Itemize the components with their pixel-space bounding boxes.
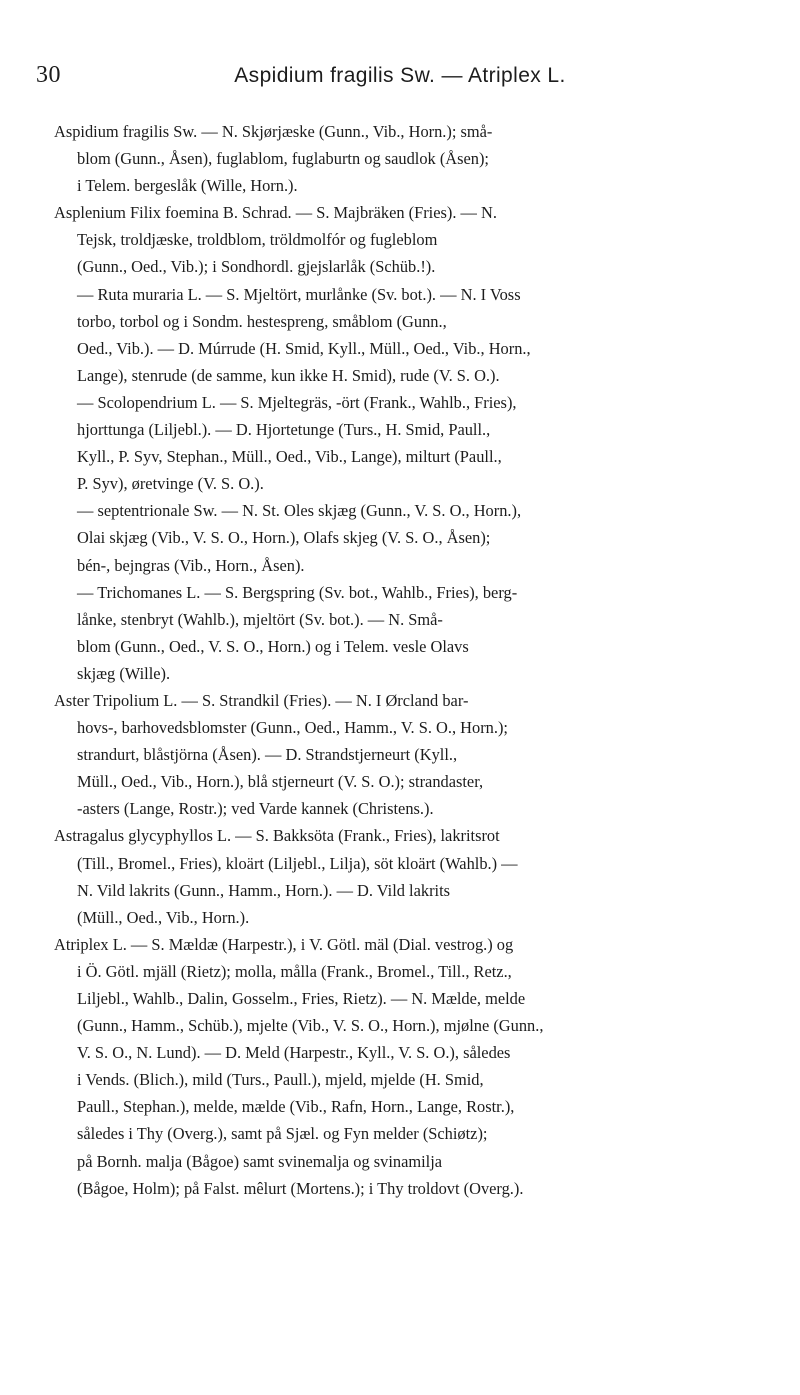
text-line: Liljebl., Wahlb., Dalin, Gosselm., Fries, Rietz). — N. Mælde, melde — [77, 989, 526, 1008]
text-line: Atriplex L. — S. Mældæ (Harpestr.), i V. Götl. mäl (Dial. vestrog.) og — [54, 934, 514, 954]
text-line: i Telem. bergeslåk (Wille, Horn.). — [77, 176, 298, 196]
text-line: -asters (Lange, Rostr.); ved Varde kannek (Christens.). — [77, 799, 434, 819]
text-line: Paull., Stephan.), melde, mælde (Vib., Rafn, Horn., Lange, Rostr.), — [77, 1097, 515, 1117]
text-line: i Ö. Götl. mjäll (Rietz); molla, målla (Frank., Bromel., Till., Retz., — [77, 961, 512, 981]
text-line: — Scolopendrium L. — S. Mjeltegräs, -ört (Frank., Wahlb., Fries), — [77, 392, 517, 412]
text-line: (Till., Bromel., Fries), kloärt (Liljebl., Lilja), söt kloärt (Wahlb.) — — [77, 853, 518, 873]
text-line: Lange), stenrude (de samme, kun ikke H. Smid), rude (V. S. O.). — [77, 365, 500, 385]
text-line: Asplenium Filix foemina B. Schrad. — S. Majbräken (Fries). — N. — [54, 203, 497, 223]
text-line: blom (Gunn., Oed., V. S. O., Horn.) og i Telem. vesle Olavs — [77, 636, 469, 656]
text-line: torbo, torbol og i Sondm. hestespreng, småblom (Gunn., — [77, 311, 447, 331]
text-line: således i Thy (Overg.), samt på Sjæl. og Fyn melder (Schiøtz); — [77, 1124, 488, 1144]
text-line: bén-, bejngras (Vib., Horn., Åsen). — [77, 555, 305, 575]
page-number: 30 — [36, 62, 61, 88]
text-line: Kyll., P. Syv, Stephan., Müll., Oed., Vib., Lange), milturt (Paull., — [77, 447, 502, 467]
text-line: (Gunn., Oed., Vib.); i Sondhordl. gjejslarlåk (Schüb.!). — [77, 257, 436, 277]
text-line: hovs-, barhovedsblomster (Gunn., Oed., Hamm., V. S. O., Horn.); — [77, 718, 508, 738]
running-head-title: Aspidium fragilis Sw. — Atriplex L. — [234, 64, 566, 87]
text-line: Tejsk, troldjæske, troldblom, tröldmolfór og fugleblom — [77, 230, 438, 250]
text-line: strandurt, blåstjörna (Åsen). — D. Strandstjerneurt (Kyll., — [77, 745, 458, 765]
text-line: Olai skjæg (Vib., V. S. O., Horn.), Olafs skjeg (V. S. O., Åsen); — [77, 528, 491, 548]
text-line: Astragalus glycyphyllos L. — S. Bakksöta (Frank., Fries), lakritsrot — [54, 826, 500, 846]
text-line: skjæg (Wille). — [77, 663, 171, 683]
text-line: Müll., Oed., Vib., Horn.), blå stjerneurt (V. S. O.); strandaster, — [77, 772, 484, 792]
text-line: — Trichomanes L. — S. Bergspring (Sv. bot., Wahlb., Fries), berg- — [77, 582, 518, 602]
text-line: — Ruta muraria L. — S. Mjeltört, murlånke (Sv. bot.). — N. I Voss — [77, 284, 521, 304]
text-line: V. S. O., N. Lund). — D. Meld (Harpestr., Kyll., V. S. O.), således — [77, 1043, 511, 1063]
text-line: — septentrionale Sw. — N. St. Oles skjæg (Gunn., V. S. O., Horn.), — [77, 501, 522, 521]
text-line: N. Vild lakrits (Gunn., Hamm., Horn.). — D. Vild lakrits — [77, 880, 451, 900]
text-line: i Vends. (Blich.), mild (Turs., Paull.), mjeld, mjelde (H. Smid, — [77, 1070, 484, 1090]
text-line: (Gunn., Hamm., Schüb.), mjelte (Vib., V. S. O., Horn.), mjølne (Gunn., — [77, 1016, 544, 1036]
text-line: (Bågoe, Holm); på Falst. mêlurt (Mortens.); i Thy troldovt (Overg.). — [77, 1178, 524, 1198]
text-line: hjorttunga (Liljebl.). — D. Hjortetunge (Turs., H. Smid, Paull., — [77, 420, 491, 440]
text-line: på Bornh. malja (Bågoe) samt svinemalja og svinamilja — [77, 1151, 443, 1171]
text-line: Oed., Vib.). — D. Múrrude (H. Smid, Kyll., Müll., Oed., Vib., Horn., — [77, 338, 531, 358]
text-line: (Müll., Oed., Vib., Horn.). — [77, 907, 250, 927]
text-line: lånke, stenbryt (Wahlb.), mjeltört (Sv. bot.). — N. Små- — [77, 609, 443, 629]
running-head — [36, 62, 764, 96]
text-line: Aster Tripolium L. — S. Strandkil (Fries). — N. I Ørcland bar- — [54, 690, 469, 710]
lexicon-entries — [54, 118, 782, 1202]
text-line: Aspidium fragilis Sw. — N. Skjørjæske (Gunn., Vib., Horn.); små- — [54, 122, 493, 141]
text-line: blom (Gunn., Åsen), fuglablom, fuglaburtn og saudlok (Åsen); — [77, 149, 489, 169]
text-line: P. Syv), øretvinge (V. S. O.). — [77, 474, 264, 494]
